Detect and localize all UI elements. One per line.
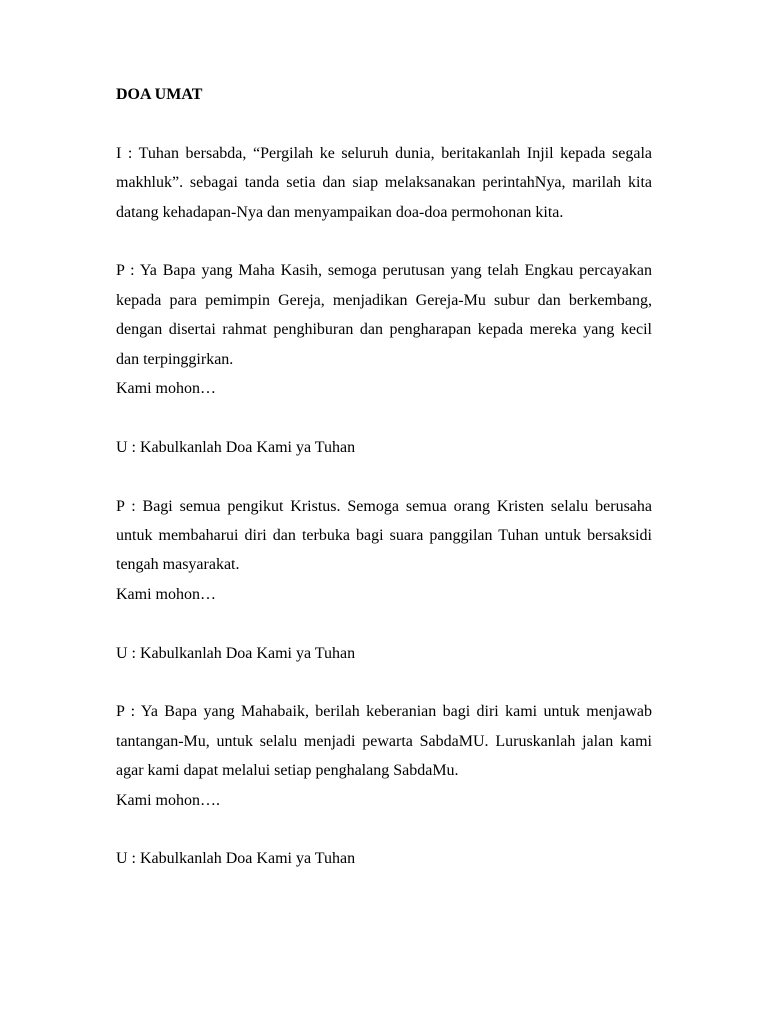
prayer-block-1	[116, 256, 652, 491]
petition-paragraph: P : Ya Bapa yang Mahabaik, berilah keberanian bagi diri kami untuk menjawab tantangan-Mu, untuk selalu menjadi pewarta SabdaMU. Luruskanlah jalan kami agar kami dapat melalui setiap penghalang SabdaMu.	[116, 703, 652, 780]
intro-paragraph: I : Tuhan bersabda, “Pergilah ke seluruh dunia, beritakanlah Injil kepada segala makhluk”. sebagai tanda setia dan siap melaksanakan perintahNya, marilah kita datang kehadapan-Nya dan menyampaikan doa-doa permohonan kita.	[116, 144, 652, 221]
petition-paragraph: P : Ya Bapa yang Maha Kasih, semoga perutusan yang telah Engkau percayakan kepada para pemimpin Gereja, menjadikan Gereja-Mu subur dan berkembang, dengan disertai rahmat penghiburan dan pengharapan kepada mereka yang kecil dan terpinggirkan.	[116, 262, 652, 368]
spacer	[116, 109, 652, 138]
prayer-block-3	[116, 697, 652, 873]
petition-closing: Kami mohon….	[116, 791, 220, 809]
spacer	[116, 668, 652, 697]
document-title: DOA UMAT	[116, 86, 203, 103]
petition-paragraph: P : Bagi semua pengikut Kristus. Semoga semua orang Kristen selalu berusaha untuk membaharui diri dan terbuka bagi suara panggilan Tuhan untuk bersaksidi tengah masyarakat.	[116, 497, 652, 574]
petition-closing: Kami mohon…	[116, 585, 216, 603]
spacer	[116, 462, 652, 491]
response-line: U : Kabulkanlah Doa Kami ya Tuhan	[116, 438, 356, 456]
spacer	[116, 815, 652, 844]
spacer	[116, 227, 652, 256]
petition-closing: Kami mohon…	[116, 380, 216, 398]
prayer-block-2	[116, 492, 652, 698]
response-line: U : Kabulkanlah Doa Kami ya Tuhan	[116, 850, 356, 868]
spacer	[116, 609, 652, 638]
response-line: U : Kabulkanlah Doa Kami ya Tuhan	[116, 644, 356, 662]
spacer	[116, 403, 652, 432]
document-page	[116, 80, 652, 874]
